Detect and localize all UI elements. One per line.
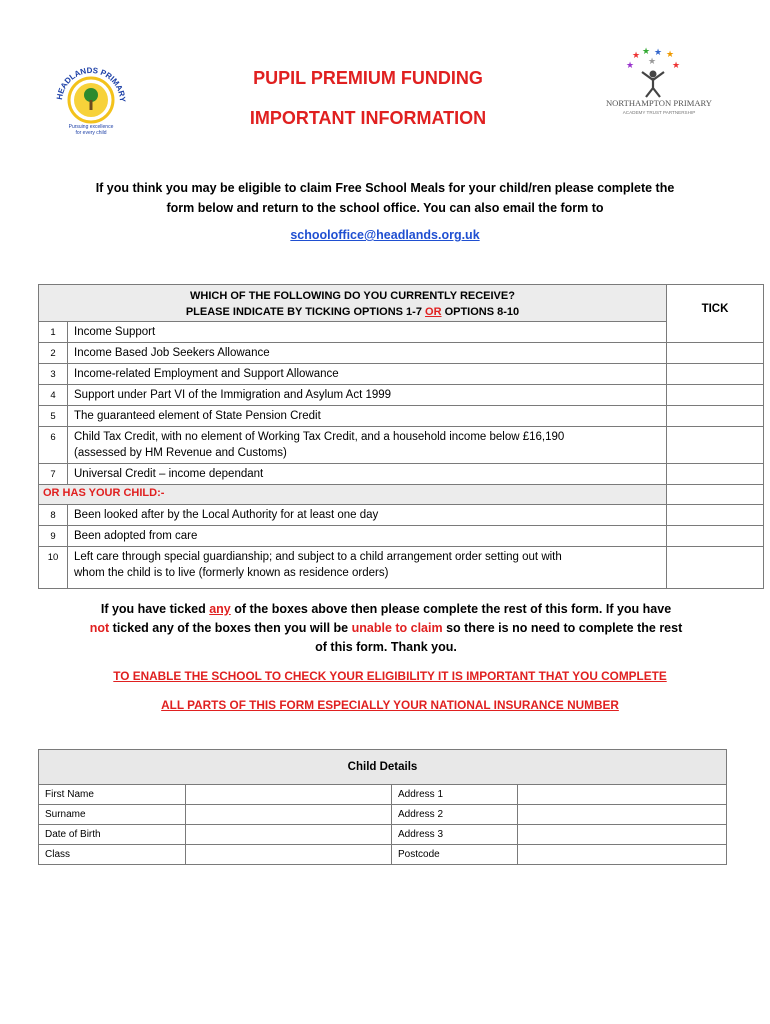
option-number: 9 <box>39 526 68 547</box>
svg-text:HEADLANDS PRIMARY SCHOOL: HEADLANDS PRIMARY <box>55 65 128 103</box>
svg-text:NORTHAMPTON PRIMARY: NORTHAMPTON PRIMARY <box>605 98 713 108</box>
option-text: Been looked after by the Local Authority for at least one day <box>68 505 667 526</box>
intro-text <box>60 178 710 218</box>
tick-box[interactable] <box>667 385 764 406</box>
field-label: Address 1 <box>392 785 518 805</box>
option-number: 7 <box>39 464 68 485</box>
warning-line-2: ALL PARTS OF THIS FORM ESPECIALLY YOUR NATIONAL INSURANCE NUMBER <box>161 698 619 712</box>
northampton-trust-logo <box>596 44 722 116</box>
option-number: 4 <box>39 385 68 406</box>
tick-box[interactable] <box>667 547 764 589</box>
child-details-title: Child Details <box>39 750 727 785</box>
option-text: Income-related Employment and Support Allowance <box>68 364 667 385</box>
svg-text:★: ★ <box>632 51 641 61</box>
intro-line-1: If you think you may be eligible to claim Free School Meals for your child/ren please complete the <box>95 181 675 195</box>
address-2-field[interactable] <box>518 805 727 825</box>
option-text-line-2: whom the child is to live (formerly known as residence orders) <box>74 567 389 579</box>
address-1-field[interactable] <box>518 785 727 805</box>
option-text: Income Support <box>68 322 667 343</box>
option-number: 6 <box>39 427 68 464</box>
field-label: Surname <box>39 805 186 825</box>
option-text-line-1: Child Tax Credit, with no element of Working Tax Credit, and a household income below £16,190 <box>74 431 565 443</box>
tick-box[interactable] <box>667 343 764 364</box>
field-label: Date of Birth <box>39 825 186 845</box>
option-number: 10 <box>39 547 68 589</box>
guidance-text <box>56 600 716 657</box>
warning-line-1: TO ENABLE THE SCHOOL TO CHECK YOUR ELIGIBILITY IT IS IMPORTANT THAT YOU COMPLETE <box>113 669 667 683</box>
svg-text:★: ★ <box>648 57 657 67</box>
option-number: 3 <box>39 364 68 385</box>
option-number: 8 <box>39 505 68 526</box>
guidance-part-3: ticked any of the boxes then you will be <box>109 621 352 635</box>
surname-field[interactable] <box>186 805 392 825</box>
child-options-header: OR HAS YOUR CHILD:- <box>39 485 667 505</box>
page-subtitle: IMPORTANT INFORMATION <box>249 108 487 128</box>
instruction-or: OR <box>425 306 442 318</box>
svg-text:★: ★ <box>654 48 663 58</box>
address-3-field[interactable] <box>518 825 727 845</box>
svg-text:Pursuing excellence: Pursuing excellence <box>68 124 114 130</box>
guidance-part-1: If you have ticked <box>100 602 210 616</box>
tick-box[interactable] <box>667 464 764 485</box>
first-name-field[interactable] <box>186 785 392 805</box>
tick-box[interactable] <box>667 364 764 385</box>
school-email-link[interactable]: schooloffice@headlands.org.uk <box>290 228 480 242</box>
tick-box[interactable] <box>667 406 764 427</box>
guidance-part-2: of the boxes above then please complete the rest of this form. If you have <box>230 602 672 616</box>
tick-box[interactable] <box>667 427 764 464</box>
tick-header-label: TICK <box>701 302 729 315</box>
field-label: Address 3 <box>392 825 518 845</box>
field-label: Address 2 <box>392 805 518 825</box>
option-text <box>68 427 667 464</box>
child-details-table <box>38 749 727 865</box>
field-label: First Name <box>39 785 186 805</box>
svg-text:★: ★ <box>672 61 681 71</box>
tick-column-header <box>667 285 764 343</box>
option-number: 5 <box>39 406 68 427</box>
tick-box[interactable] <box>667 526 764 547</box>
svg-text:★: ★ <box>666 50 675 60</box>
benefits-table-header <box>39 285 667 322</box>
guidance-not: not <box>89 621 110 635</box>
svg-text:ACADEMY TRUST PARTNERSHIP: ACADEMY TRUST PARTNERSHIP <box>622 110 696 115</box>
option-text: Income Based Job Seekers Allowance <box>68 343 667 364</box>
field-label: Class <box>39 845 186 865</box>
svg-text:★: ★ <box>626 61 635 71</box>
tick-box[interactable] <box>667 485 764 505</box>
guidance-unable: unable to claim <box>351 621 443 635</box>
option-text: Been adopted from care <box>68 526 667 547</box>
option-number: 2 <box>39 343 68 364</box>
option-text: Universal Credit – income dependant <box>68 464 667 485</box>
page-title: PUPIL PREMIUM FUNDING <box>253 68 483 88</box>
instruction-part-b: OPTIONS 8-10 <box>441 306 520 318</box>
option-text <box>68 547 667 589</box>
benefits-table <box>38 284 764 589</box>
class-field[interactable] <box>186 845 392 865</box>
guidance-any: any <box>209 602 231 616</box>
option-text-line-2: (assessed by HM Revenue and Customs) <box>74 447 287 459</box>
header-instruction <box>39 304 666 320</box>
header-question: WHICH OF THE FOLLOWING DO YOU CURRENTLY RECEIVE? <box>190 290 515 302</box>
tick-box[interactable] <box>667 505 764 526</box>
option-text: The guaranteed element of State Pension Credit <box>68 406 667 427</box>
date-of-birth-field[interactable] <box>186 825 392 845</box>
field-label: Postcode <box>392 845 518 865</box>
option-number: 1 <box>39 322 68 343</box>
headlands-school-logo <box>52 62 130 140</box>
option-text: Support under Part VI of the Immigration and Asylum Act 1999 <box>68 385 667 406</box>
svg-text:★: ★ <box>642 47 651 57</box>
guidance-part-4: so there is no need to complete the rest <box>442 621 683 635</box>
intro-line-2: form below and return to the school office. You can also email the form to <box>166 201 604 215</box>
instruction-part-a: PLEASE INDICATE BY TICKING OPTIONS 1-7 <box>185 306 426 318</box>
option-text-line-1: Left care through special guardianship; and subject to a child arrangement order setting out with <box>74 551 562 563</box>
guidance-part-5: of this form. Thank you. <box>315 640 457 654</box>
svg-text:for every child: for every child <box>75 130 107 136</box>
postcode-field[interactable] <box>518 845 727 865</box>
